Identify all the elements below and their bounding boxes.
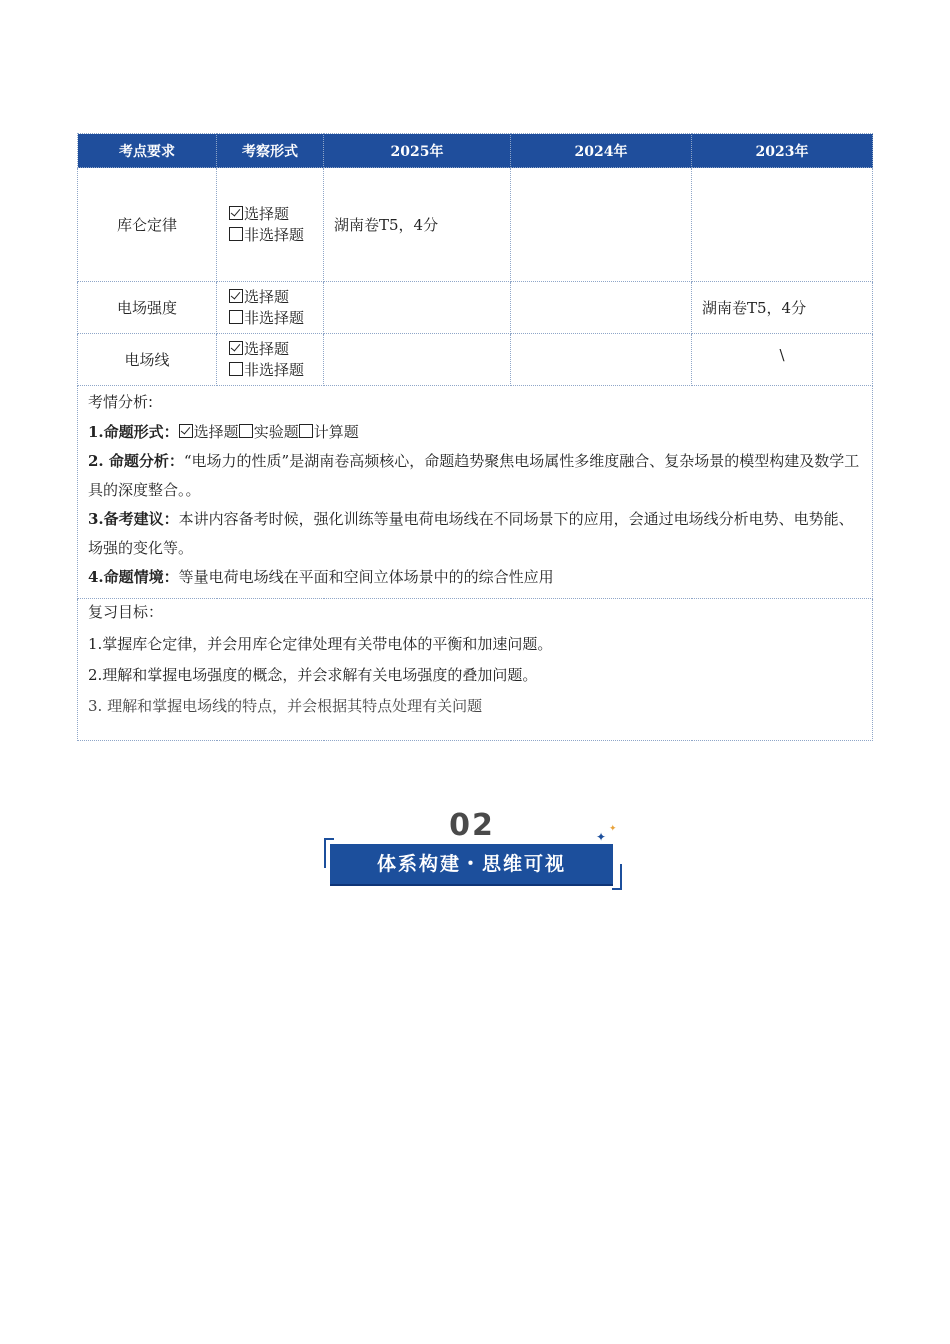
analysis-trend xyxy=(88,447,862,505)
section-title-bar xyxy=(330,844,613,884)
topic-cell: 电场线 xyxy=(78,334,217,386)
year-2023-cell: \ xyxy=(692,334,873,386)
section-title: 体系构建・思维可视 xyxy=(376,853,566,875)
review-row xyxy=(78,599,873,741)
table-row xyxy=(78,334,873,386)
sparkle-icon: ✦ xyxy=(609,824,617,834)
analysis-trend-label: 2. 命题分析： xyxy=(88,452,184,470)
analysis-trend-text: “电场力的性质”是湖南卷高频核心，命题趋势聚焦电场属性多维度融合、复杂场景的模型构建及数学工具的深度整合。。 xyxy=(88,452,860,499)
option-choice xyxy=(229,339,323,360)
year-2023-cell: 湖南卷T5，4分 xyxy=(692,282,873,334)
header-cell: 考点要求 xyxy=(78,134,217,168)
analysis-row xyxy=(78,386,873,599)
empty-box-icon xyxy=(299,424,313,438)
year-2024-cell xyxy=(511,282,692,334)
checked-box-icon xyxy=(179,424,193,438)
analysis-advice xyxy=(88,505,862,563)
topic-cell: 电场强度 xyxy=(78,282,217,334)
analysis-format-label: 1.命题形式： xyxy=(88,423,179,441)
header-cell: 2025年 xyxy=(324,134,511,168)
analysis-format xyxy=(88,418,862,447)
header-cell: 2024年 xyxy=(511,134,692,168)
option-nonchoice xyxy=(229,360,323,381)
option-nonchoice xyxy=(229,225,323,246)
checked-box-icon xyxy=(229,206,243,220)
year-2023-cell xyxy=(692,168,873,282)
year-2024-cell xyxy=(511,334,692,386)
format-option: 计算题 xyxy=(313,423,359,441)
header-cell: 2023年 xyxy=(692,134,873,168)
format-option: 选择题 xyxy=(193,423,239,441)
option-label: 选择题 xyxy=(244,339,290,358)
option-label: 非选择题 xyxy=(244,308,305,327)
exam-table xyxy=(77,133,873,741)
table-row xyxy=(78,282,873,334)
option-choice xyxy=(229,287,323,308)
review-item: 3. 理解和掌握电场线的特点，并会根据其特点处理有关问题 xyxy=(88,697,483,715)
format-cell xyxy=(217,282,324,334)
year-2025-cell xyxy=(324,334,511,386)
format-option: 实验题 xyxy=(253,423,299,441)
option-label: 非选择题 xyxy=(244,225,305,244)
empty-box-icon xyxy=(229,310,243,324)
review-item: 2.理解和掌握电场强度的概念，并会求解有关电场强度的叠加问题。 xyxy=(88,666,538,684)
topic-cell: 库仑定律 xyxy=(78,168,217,282)
bracket-right-decoration xyxy=(612,864,622,890)
table-row xyxy=(78,168,873,282)
review-cell xyxy=(78,599,873,741)
option-nonchoice xyxy=(229,308,323,329)
option-label: 选择题 xyxy=(244,287,290,306)
year-2025-cell xyxy=(324,282,511,334)
analysis-cell xyxy=(78,386,873,599)
option-choice xyxy=(229,204,323,225)
empty-box-icon xyxy=(239,424,253,438)
analysis-advice-label: 3.备考建议： xyxy=(88,510,179,528)
option-label: 选择题 xyxy=(244,204,290,223)
format-cell xyxy=(217,168,324,282)
sparkle-icon: ✦ xyxy=(596,830,607,844)
analysis-context xyxy=(88,563,862,592)
analysis-heading: 考情分析: xyxy=(88,393,154,411)
analysis-context-text: 等量电荷电场线在平面和空间立体场景中的的综合性应用 xyxy=(178,568,554,586)
exam-table-container xyxy=(77,133,872,741)
empty-box-icon xyxy=(229,227,243,241)
section-badge xyxy=(322,808,622,892)
header-cell: 考察形式 xyxy=(217,134,324,168)
section-number: 02 xyxy=(449,808,495,843)
format-cell xyxy=(217,334,324,386)
year-2024-cell xyxy=(511,168,692,282)
analysis-context-label: 4.命题情境： xyxy=(88,568,179,586)
checked-box-icon xyxy=(229,289,243,303)
table-header-row xyxy=(78,134,873,168)
option-label: 非选择题 xyxy=(244,360,305,379)
review-item: 1.掌握库仑定律，并会用库仑定律处理有关带电体的平衡和加速问题。 xyxy=(88,635,553,653)
empty-box-icon xyxy=(229,362,243,376)
year-2025-cell: 湖南卷T5，4分 xyxy=(324,168,511,282)
checked-box-icon xyxy=(229,341,243,355)
review-heading: 复习目标： xyxy=(88,603,164,621)
analysis-advice-text: 本讲内容备考时候，强化训练等量电荷电场线在不同场景下的应用，会通过电场线分析电势、电势能、场强的变化等。 xyxy=(88,510,854,557)
